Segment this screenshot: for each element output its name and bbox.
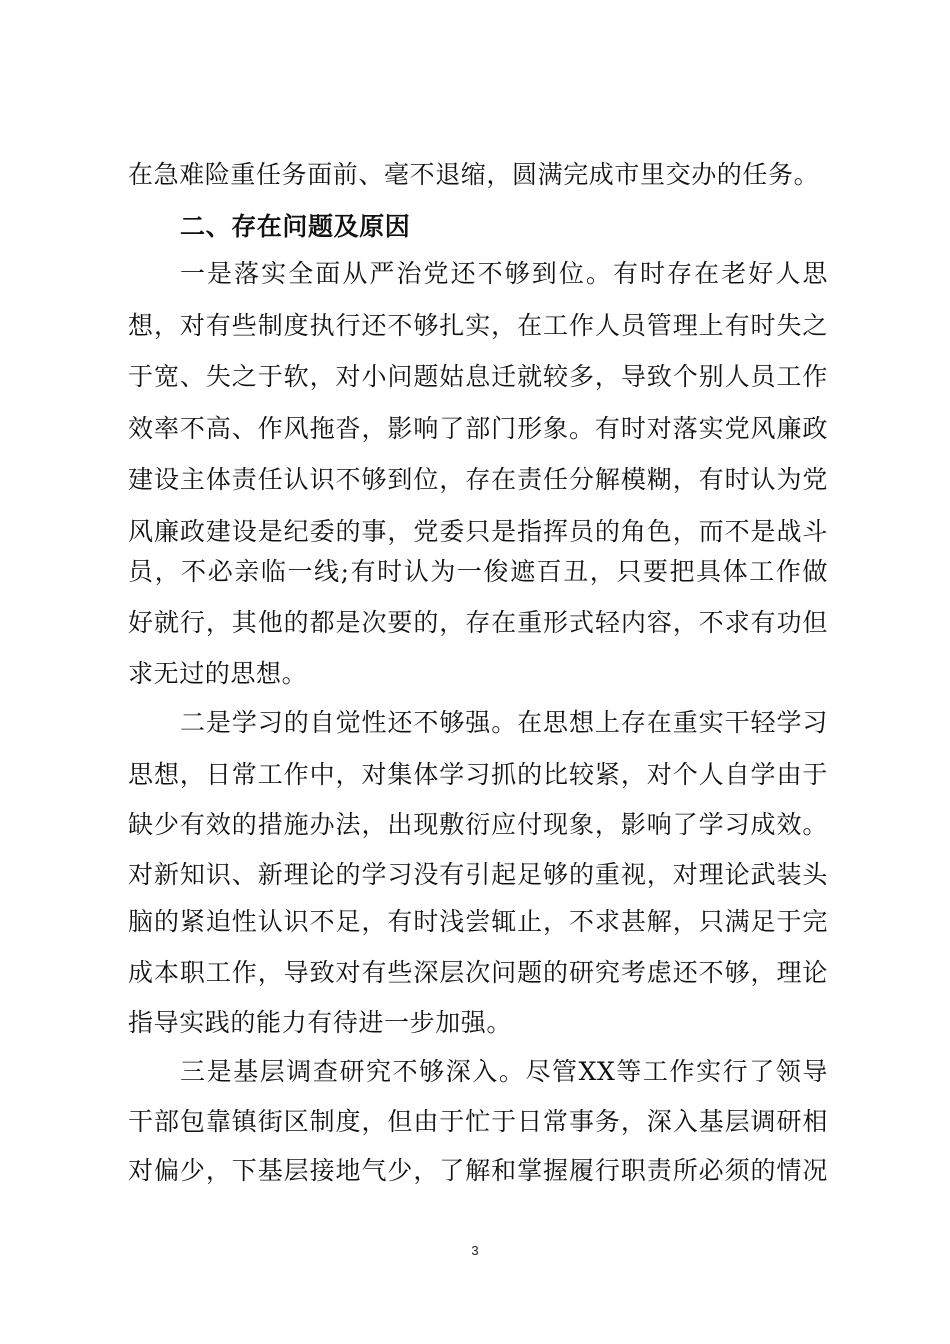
- paragraph-line: 成本职工作，导致对有些深层次问题的研究考虑还不够，理论: [128, 958, 828, 987]
- paragraph-line: 脑的紧迫性认识不足，有时浅尝辄止，不求甚解，只满足于完: [128, 907, 828, 936]
- paragraph-line: 指导实践的能力有待进一步加强。: [128, 1008, 513, 1037]
- paragraph-line: 效率不高、作风拖沓，影响了部门形象。有时对落实党风廉政: [128, 414, 828, 443]
- paragraph-line: 求无过的思想。: [128, 659, 308, 688]
- paragraph-line: 思想，日常工作中，对集体学习抓的比较紧，对个人自学由于: [128, 760, 828, 789]
- intro-line: 在急难险重任务面前、毫不退缩，圆满完成市里交办的任务。: [128, 160, 820, 189]
- paragraph-line: 风廉政建设是纪委的事，党委只是指挥员的角色，而不是战斗: [128, 517, 828, 546]
- section-heading: 二、存在问题及原因: [180, 212, 411, 241]
- paragraph-line: 建设主体责任认识不够到位，存在责任分解模糊，有时认为党: [128, 465, 828, 494]
- paragraph-line: 好就行，其他的都是次要的，存在重形式轻内容，不求有功但: [128, 608, 828, 637]
- paragraph-line: 干部包靠镇街区制度，但由于忙于日常事务，深入基层调研相: [128, 1107, 828, 1136]
- paragraph-line: 三是基层调查研究不够深入。尽管XX等工作实行了领导: [180, 1057, 828, 1086]
- paragraph-line: 于宽、失之于软，对小问题姑息迁就较多，导致个别人员工作: [128, 362, 828, 391]
- paragraph-line: 对偏少，下基层接地气少，了解和掌握履行职责所必须的情况: [128, 1156, 828, 1185]
- page-number: 3: [471, 1243, 479, 1258]
- paragraph-line: 对新知识、新理论的学习没有引起足够的重视，对理论武装头: [128, 860, 828, 889]
- paragraph-line: 缺少有效的措施办法，出现敷衍应付现象，影响了学习成效。: [128, 810, 828, 839]
- paragraph-line: 一是落实全面从严治党还不够到位。有时存在老好人思: [180, 259, 828, 288]
- paragraph-line: 员，不必亲临一线;有时认为一俊遮百丑，只要把具体工作做: [128, 557, 828, 586]
- paragraph-line: 二是学习的自觉性还不够强。在思想上存在重实干轻学习: [180, 708, 828, 737]
- paragraph-line: 想，对有些制度执行还不够扎实，在工作人员管理上有时失之: [128, 311, 828, 340]
